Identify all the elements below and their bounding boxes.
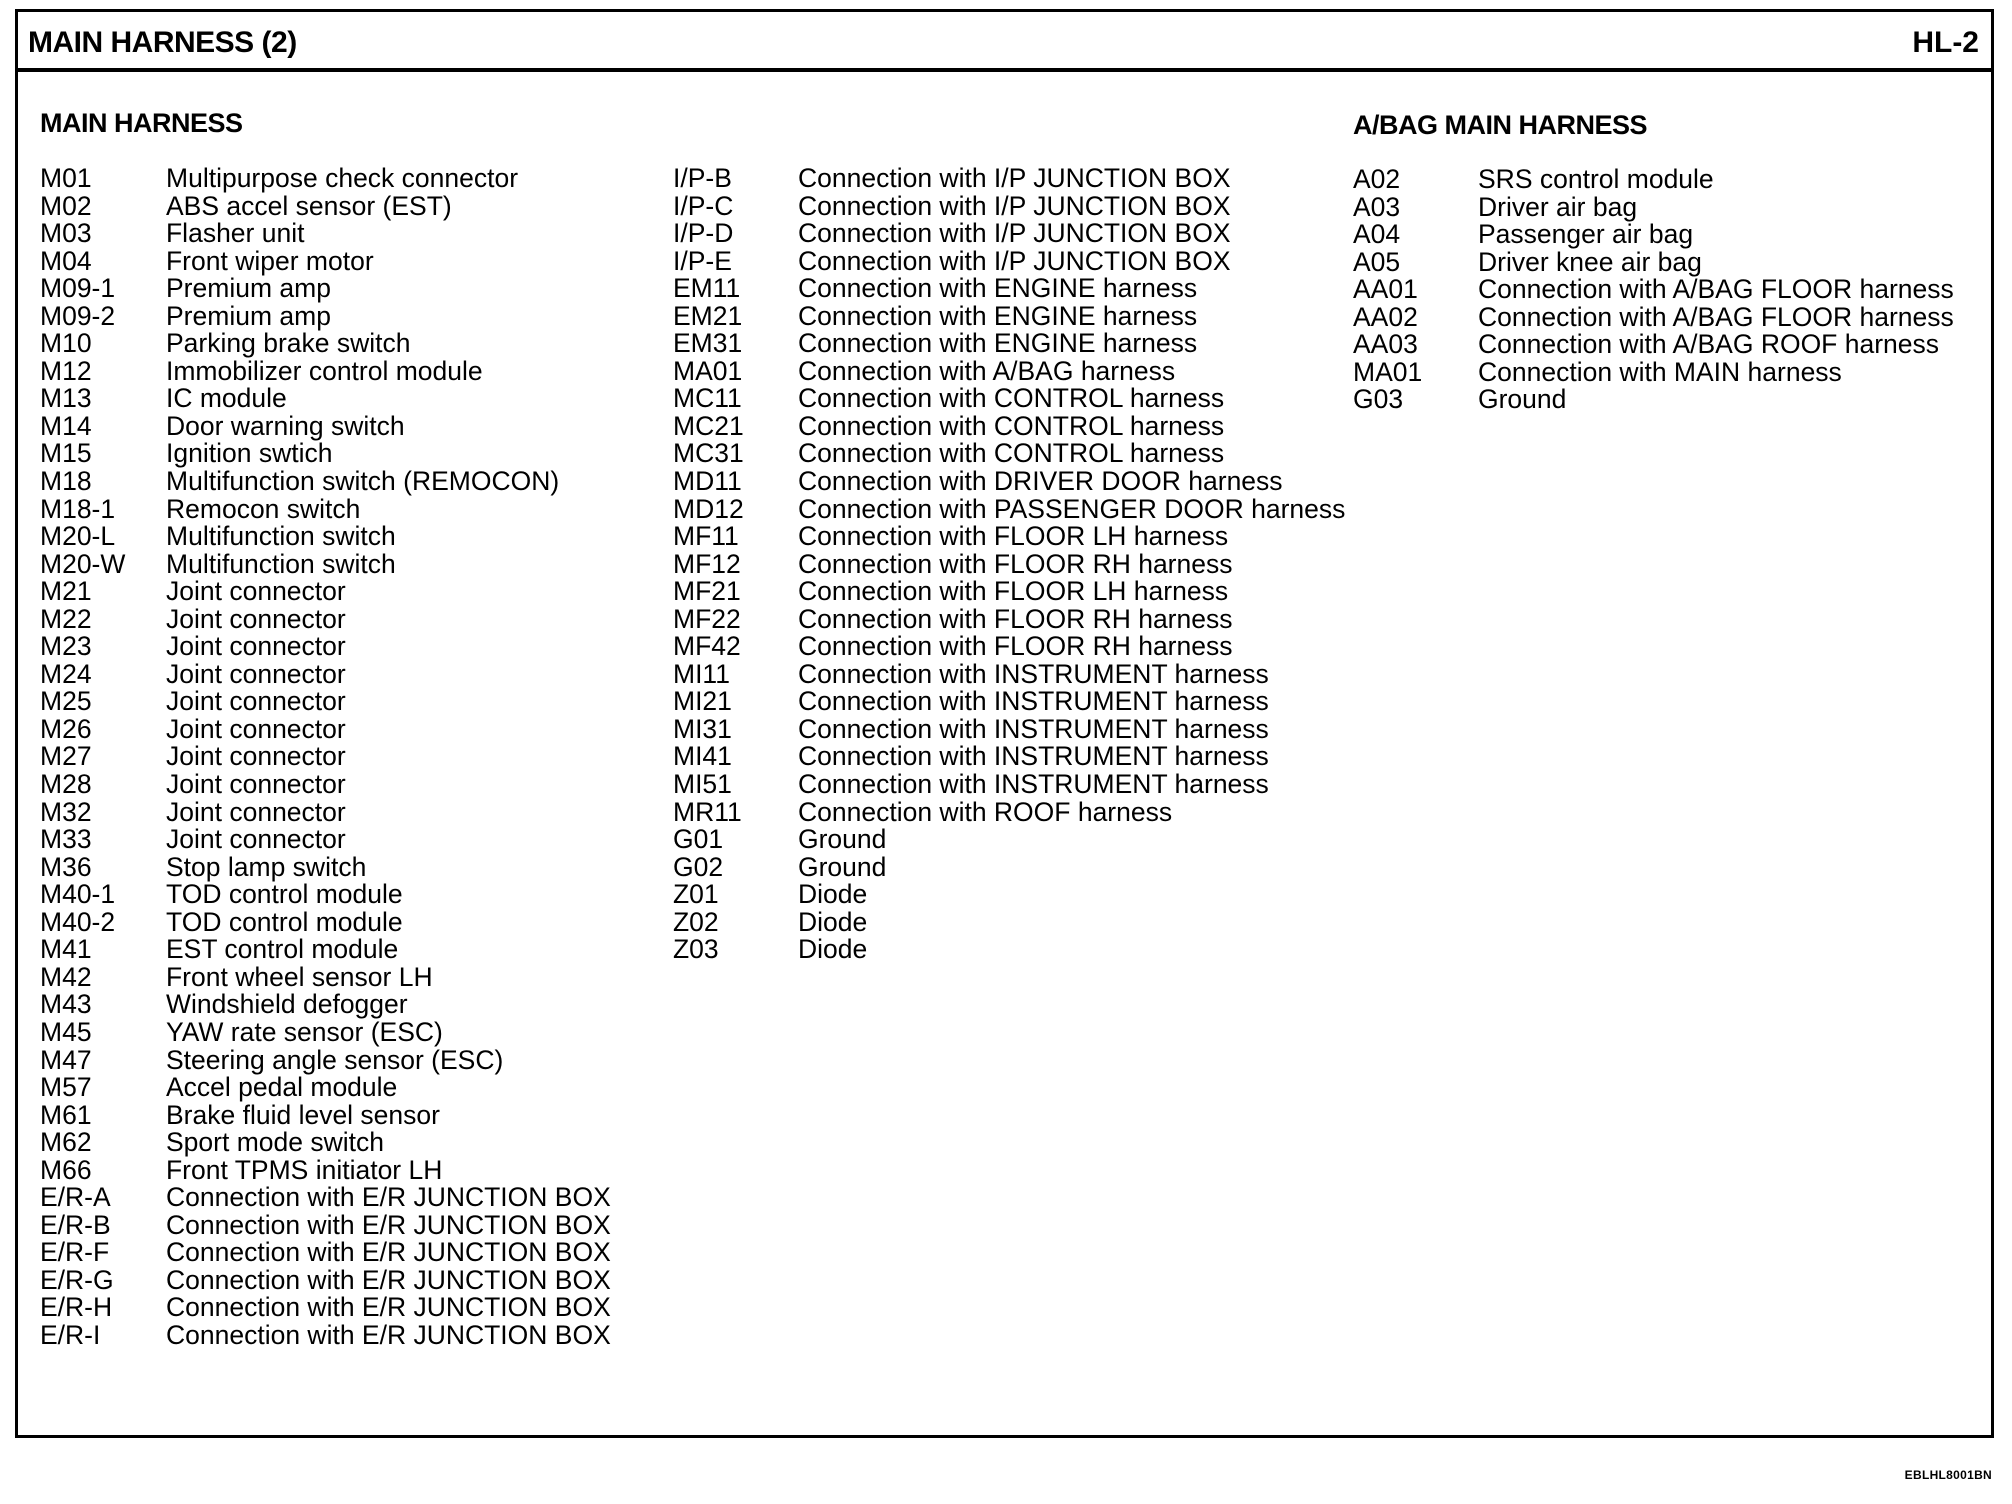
- connector-code: M32: [40, 796, 92, 827]
- connector-description: Connection with E/R JUNCTION BOX: [166, 1319, 611, 1350]
- connector-code: I/P-C: [673, 190, 734, 221]
- connector-description: Windshield defogger: [166, 989, 408, 1020]
- connector-description: Multipurpose check connector: [166, 163, 519, 193]
- connector-description: Connection with I/P JUNCTION BOX: [798, 218, 1231, 249]
- connector-code: AA01: [1353, 274, 1418, 305]
- connector-description: Connection with INSTRUMENT harness: [798, 769, 1269, 800]
- connector-code: M47: [40, 1044, 92, 1075]
- connector-code: M23: [40, 631, 92, 662]
- connector-code: M57: [40, 1072, 92, 1103]
- connector-code: M36: [40, 851, 92, 882]
- connector-description: Joint connector: [166, 631, 346, 662]
- connector-code: M42: [40, 961, 92, 992]
- connector-description: Connection with FLOOR LH harness: [798, 521, 1229, 552]
- connector-description: Diode: [798, 906, 868, 937]
- connector-code: MI21: [673, 686, 732, 717]
- connector-description: Front TPMS initiator LH: [166, 1154, 443, 1185]
- connector-description: Connection with INSTRUMENT harness: [798, 658, 1269, 689]
- connector-description: Connection with A/BAG FLOOR harness: [1478, 301, 1954, 332]
- connector-description: Premium amp: [166, 273, 331, 304]
- connector-code: A04: [1353, 219, 1401, 250]
- connector-description: Brake fluid level sensor: [166, 1099, 440, 1130]
- connector-description: Ground: [798, 824, 887, 855]
- connector-code: E/R-F: [40, 1237, 110, 1268]
- connector-description: Connection with I/P JUNCTION BOX: [798, 245, 1231, 276]
- connector-description: SRS control module: [1478, 164, 1714, 194]
- connector-code: M20-L: [40, 521, 116, 552]
- connector-code: M33: [40, 824, 92, 855]
- connector-code: A02: [1353, 164, 1401, 194]
- connector-code: MI11: [673, 658, 730, 689]
- connector-description: Stop lamp switch: [166, 851, 367, 882]
- connector-code: MI51: [673, 769, 732, 800]
- connector-code: M13: [40, 383, 92, 414]
- connector-code: M40-2: [40, 906, 116, 937]
- connector-code: M22: [40, 603, 92, 634]
- connector-description: Connection with ENGINE harness: [798, 273, 1198, 304]
- connector-code: G03: [1353, 384, 1404, 415]
- connector-description: Accel pedal module: [166, 1072, 398, 1103]
- connector-description: Premium amp: [166, 300, 331, 331]
- connector-code: M09-2: [40, 300, 116, 331]
- connector-code: A05: [1353, 246, 1401, 277]
- connector-description: Front wheel sensor LH: [166, 961, 433, 992]
- connector-code: EM31: [673, 328, 743, 359]
- connector-code: M27: [40, 741, 92, 772]
- connector-code: MF12: [673, 548, 741, 579]
- connector-code: MI41: [673, 741, 732, 772]
- connector-description: Joint connector: [166, 741, 346, 772]
- connector-description: Connection with CONTROL harness: [798, 383, 1225, 414]
- connector-code: M18-1: [40, 493, 116, 524]
- connector-description: Ground: [798, 851, 887, 882]
- connector-code: M26: [40, 713, 92, 744]
- connector-description: Connection with A/BAG ROOF harness: [1478, 329, 1940, 360]
- connector-code: MD11: [673, 466, 742, 497]
- connector-description: Joint connector: [166, 769, 346, 800]
- connector-description: Connection with FLOOR RH harness: [798, 631, 1233, 662]
- connector-description: Connection with E/R JUNCTION BOX: [166, 1264, 611, 1295]
- page-header: [18, 12, 1991, 72]
- connector-code: MA01: [1353, 356, 1423, 387]
- connector-description: Passenger air bag: [1478, 219, 1694, 250]
- connector-description: Diode: [798, 934, 868, 965]
- connector-description: YAW rate sensor (ESC): [166, 1016, 443, 1047]
- connector-code: E/R-B: [40, 1209, 111, 1240]
- connector-description: Multifunction switch: [166, 521, 396, 552]
- connector-code: M24: [40, 658, 92, 689]
- connector-description: Parking brake switch: [166, 328, 411, 359]
- connector-code: MC31: [673, 438, 744, 469]
- connector-description: Joint connector: [166, 576, 346, 607]
- connector-description: Ignition swtich: [166, 438, 333, 469]
- connector-description: Connection with INSTRUMENT harness: [798, 686, 1269, 717]
- connector-code: MF22: [673, 603, 741, 634]
- connector-code: M09-1: [40, 273, 116, 304]
- connector-code: AA03: [1353, 329, 1418, 360]
- connector-description: EST control module: [166, 934, 399, 965]
- connector-description: Connection with FLOOR RH harness: [798, 603, 1233, 634]
- connector-description: Driver air bag: [1478, 191, 1638, 222]
- connector-description: TOD control module: [166, 906, 403, 937]
- document-id: EBLHL8001BN: [1904, 1468, 1992, 1482]
- connector-code: M18: [40, 466, 92, 497]
- connector-description: Remocon switch: [166, 493, 361, 524]
- connector-description: ABS accel sensor (EST): [166, 190, 452, 221]
- connector-code: Z01: [673, 879, 719, 910]
- connector-code: M28: [40, 769, 92, 800]
- connector-code: M03: [40, 218, 92, 249]
- connector-code: MI31: [673, 713, 732, 744]
- connector-description: Sport mode switch: [166, 1127, 384, 1158]
- connector-description: Connection with ENGINE harness: [798, 300, 1198, 331]
- connector-code: EM11: [673, 273, 741, 304]
- connector-description: Multifunction switch (REMOCON): [166, 466, 560, 497]
- connector-description: Joint connector: [166, 713, 346, 744]
- connector-description: Driver knee air bag: [1478, 246, 1702, 277]
- connector-description: TOD control module: [166, 879, 403, 910]
- connector-description: Connection with CONTROL harness: [798, 438, 1225, 469]
- connector-description: Connection with PASSENGER DOOR harness: [798, 493, 1346, 524]
- connector-code: M12: [40, 355, 92, 386]
- connector-description: Connection with I/P JUNCTION BOX: [798, 163, 1231, 193]
- connector-description: Connection with E/R JUNCTION BOX: [166, 1292, 611, 1323]
- connector-code: MF42: [673, 631, 741, 662]
- connector-code: I/P-B: [673, 163, 732, 193]
- connector-description: Connection with FLOOR RH harness: [798, 548, 1233, 579]
- connector-description: Immobilizer control module: [166, 355, 483, 386]
- connector-description: Joint connector: [166, 603, 346, 634]
- connector-description: Connection with E/R JUNCTION BOX: [166, 1209, 611, 1240]
- connector-code: MC21: [673, 410, 744, 441]
- connector-code: G01: [673, 824, 724, 855]
- connector-description: Connection with FLOOR LH harness: [798, 576, 1229, 607]
- connector-code: E/R-H: [40, 1292, 113, 1323]
- connector-code: M66: [40, 1154, 92, 1185]
- connector-description: Connection with ENGINE harness: [798, 328, 1198, 359]
- connector-code: E/R-G: [40, 1264, 114, 1295]
- connector-code: M41: [40, 934, 92, 965]
- connector-description: Connection with INSTRUMENT harness: [798, 741, 1269, 772]
- connector-description: Flasher unit: [166, 218, 305, 249]
- connector-description: Connection with INSTRUMENT harness: [798, 713, 1269, 744]
- connector-code: MD12: [673, 493, 744, 524]
- connector-description: Connection with I/P JUNCTION BOX: [798, 190, 1231, 221]
- connector-description: Door warning switch: [166, 410, 405, 441]
- connector-code: Z02: [673, 906, 719, 937]
- connector-code: M21: [40, 576, 92, 607]
- connector-code: E/R-I: [40, 1319, 101, 1350]
- connector-code: M14: [40, 410, 92, 441]
- connector-description: Connection with MAIN harness: [1478, 356, 1842, 387]
- connector-code: Z03: [673, 934, 719, 965]
- connector-description: Multifunction switch: [166, 548, 396, 579]
- connector-description: Connection with E/R JUNCTION BOX: [166, 1237, 611, 1268]
- connector-code: MC11: [673, 383, 742, 414]
- connector-code: M61: [40, 1099, 92, 1130]
- connector-code: M04: [40, 245, 92, 276]
- connector-code: AA02: [1353, 301, 1418, 332]
- connector-code: M02: [40, 190, 92, 221]
- main-harness-heading: MAIN HARNESS: [40, 108, 243, 138]
- connector-code: A03: [1353, 191, 1401, 222]
- connector-code: I/P-D: [673, 218, 734, 249]
- connector-description: Joint connector: [166, 796, 346, 827]
- connector-description: Steering angle sensor (ESC): [166, 1044, 504, 1075]
- connector-description: Joint connector: [166, 824, 346, 855]
- connector-code: I/P-E: [673, 245, 732, 276]
- connector-code: MR11: [673, 796, 742, 827]
- connector-code: M43: [40, 989, 92, 1020]
- connector-code: M01: [40, 163, 92, 193]
- connector-description: Connection with A/BAG harness: [798, 355, 1176, 386]
- connector-code: MF21: [673, 576, 741, 607]
- connector-code: M62: [40, 1127, 92, 1158]
- connector-code: EM21: [673, 300, 743, 331]
- connector-code: M15: [40, 438, 92, 469]
- abag-harness-heading: A/BAG MAIN HARNESS: [1353, 110, 1648, 140]
- connector-description: Diode: [798, 879, 868, 910]
- connector-code: MA01: [673, 355, 743, 386]
- connector-code: M40-1: [40, 879, 116, 910]
- connector-code: M20-W: [40, 548, 126, 579]
- connector-code: M25: [40, 686, 92, 717]
- connector-code: E/R-A: [40, 1182, 111, 1213]
- connector-description: Joint connector: [166, 658, 346, 689]
- connector-description: Connection with CONTROL harness: [798, 410, 1225, 441]
- connector-description: Joint connector: [166, 686, 346, 717]
- page-title: MAIN HARNESS (2): [28, 26, 297, 59]
- connector-code: M10: [40, 328, 92, 359]
- connector-description: Connection with DRIVER DOOR harness: [798, 466, 1283, 497]
- connector-code: M45: [40, 1016, 92, 1047]
- connector-description: Ground: [1478, 384, 1567, 415]
- connector-code: MF11: [673, 521, 739, 552]
- connector-description: Connection with E/R JUNCTION BOX: [166, 1182, 611, 1213]
- connector-description: Connection with ROOF harness: [798, 796, 1173, 827]
- connector-description: Front wiper motor: [166, 245, 374, 276]
- connector-description: Connection with A/BAG FLOOR harness: [1478, 274, 1954, 305]
- connector-description: IC module: [166, 383, 287, 414]
- connector-code: G02: [673, 851, 724, 882]
- section-code: HL-2: [1912, 26, 1979, 59]
